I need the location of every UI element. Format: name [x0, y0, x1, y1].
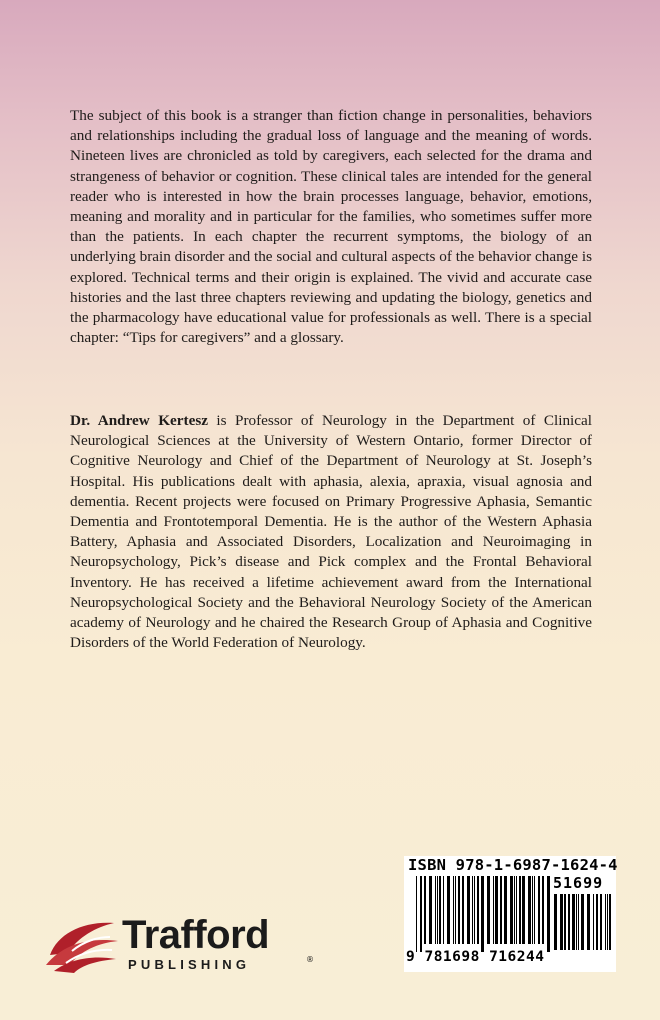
barcode-bar — [416, 876, 417, 952]
barcode-bar — [600, 894, 602, 950]
barcode-bar — [560, 894, 563, 950]
barcode-bar — [467, 876, 470, 944]
barcode-bar — [439, 876, 441, 944]
author-bio-text: is Professor of Neurology in the Department of Clinical Neurological Sciences at the University of Western Ontario, former Director of Cognitive Neurology and Chief of the Department of Neurology at St. Joseph’s Hospital. His publications dealt with aphasia, alexia, apraxia, visual agnosia and dementia. Recent projects were focused on Primary Progressive Aphasia, Semantic Dementia and Frontotemporal Dementia. He is the author of the Western Aphasia Battery, Aphasia and Associated Disorders, Localization and Neuroimaging in Neuropsychology, Pick’s disease and Pick complex and the Frontal Behavioral Inventory. He has received a lifetime achievement award from the International Neuropsychological Society and the Behavioral Neurology Society of the American academy of Neurology and he chaired the Research Group of Aphasia and Cognitive Disorders of the World Federation of Neurology. — [70, 412, 592, 652]
barcode-bar — [605, 894, 606, 950]
barcode-bar — [542, 876, 544, 944]
barcode-bar — [462, 876, 464, 944]
barcode-bar — [472, 876, 473, 944]
barcode-bar — [581, 894, 584, 950]
barcode-bar — [576, 894, 577, 950]
barcode-bar — [424, 876, 426, 944]
ean-digits: 9 781698 716244 — [406, 949, 545, 965]
barcode-bar — [564, 894, 566, 950]
barcode-bar — [528, 876, 531, 944]
barcode-bar — [596, 894, 598, 950]
registered-mark: ® — [306, 955, 314, 964]
barcode-bar — [429, 876, 432, 944]
barcode-bar — [493, 876, 494, 944]
barcode-bar — [487, 876, 490, 944]
barcode-bar — [435, 876, 436, 944]
barcode-bar — [538, 876, 540, 944]
trafford-publishing-logo — [44, 915, 324, 977]
barcode-bar — [474, 876, 475, 944]
barcode-bar — [453, 876, 454, 944]
barcode-bar — [587, 894, 590, 950]
barcode-bar — [578, 894, 579, 950]
barcode-bar — [500, 876, 502, 944]
barcode-bar — [420, 876, 422, 952]
barcode-bar — [547, 876, 550, 952]
author-name: Dr. Andrew Kertesz — [70, 412, 208, 429]
barcode-bar — [455, 876, 456, 944]
back-cover-blurb: The subject of this book is a stranger than fiction change in personalities, behaviors and relationships including the gradual loss of language and the meaning of words. Nineteen lives are chronicled as told by caregivers, each selected for the drama and strangeness of behavior or cognition. These clinical tales are intended for the general reader who is interested in how the brain processes language, behavior, emotions, meaning and morality and in particular for the families, who sometimes suffer more than the patients. In each chapter the recurrent symptoms, the biology of an underlying brain disorder and the social and cultural aspects of the behavior change is explored. Technical terms and their origin is explained. The vivid and accurate case histories and the last three chapters reviewing and updating the biology, genetics and the pharmacology have educational value for professionals as well. There is a special chapter: “Tips for caregivers” and a glossary. — [70, 107, 592, 347]
addon-digits: 51699 — [553, 874, 604, 892]
barcode-bar — [495, 876, 498, 944]
barcode-bar — [443, 876, 444, 944]
barcode-bar — [572, 894, 575, 950]
barcode-bar — [447, 876, 450, 944]
barcode-bar — [481, 876, 484, 952]
barcode-bar — [532, 876, 533, 944]
isbn-label: ISBN 978-1-6987-1624-4 — [408, 856, 618, 874]
barcode-bar — [477, 876, 479, 944]
barcode-bar — [593, 894, 594, 950]
barcode-bar — [458, 876, 460, 944]
barcode-bar — [568, 894, 570, 950]
logo-wordmark: Trafford — [122, 913, 270, 957]
trafford-swoosh-icon — [44, 915, 124, 977]
barcode-bar — [510, 876, 513, 944]
barcode-bar — [554, 894, 557, 950]
addon-barcode-bars — [554, 894, 612, 950]
barcode-bar — [534, 876, 535, 944]
ean-barcode-bars — [416, 876, 550, 952]
barcode-bar — [516, 876, 517, 944]
logo-subtitle: PUBLISHING — [128, 957, 251, 972]
barcode-bar — [519, 876, 521, 944]
barcode-bar — [607, 894, 608, 950]
barcode-bar — [522, 876, 525, 944]
barcode-bar — [609, 894, 611, 950]
barcode-bar — [437, 876, 438, 944]
barcode-bar — [514, 876, 515, 944]
barcode-bar — [504, 876, 507, 944]
isbn-barcode — [404, 856, 616, 972]
author-bio — [70, 411, 592, 653]
